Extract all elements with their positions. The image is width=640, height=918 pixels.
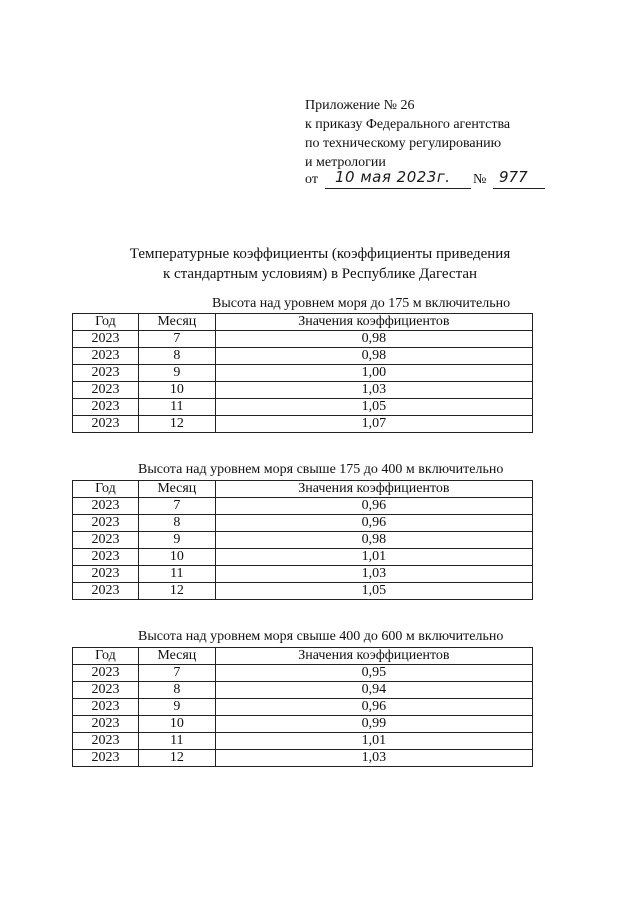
table-row: [73, 583, 533, 600]
table-row: [73, 515, 533, 532]
year-cell: 2023: [73, 416, 139, 433]
document-title: [0, 244, 640, 284]
table-row: [73, 498, 533, 515]
year-cell: 2023: [73, 399, 139, 416]
table-row: [73, 348, 533, 365]
table-row: [73, 750, 533, 767]
date-prefix: от: [305, 172, 318, 187]
value-cell: 0,96: [215, 515, 532, 532]
appendix-order-line: к приказу Федерального агентства: [305, 117, 511, 132]
month-cell: 7: [138, 665, 215, 682]
month-cell: 11: [138, 733, 215, 750]
table-row: [73, 331, 533, 348]
title-line-1: Температурные коэффициенты (коэффициенты приведения: [129, 246, 511, 262]
table-header-row: [73, 314, 533, 331]
year-cell: 2023: [73, 733, 139, 750]
table-row: [73, 566, 533, 583]
value-cell: 0,98: [215, 331, 532, 348]
table-row: [73, 699, 533, 716]
column-header-value: Значения коэффициентов: [215, 314, 532, 331]
month-cell: 11: [138, 566, 215, 583]
month-cell: 11: [138, 399, 215, 416]
year-cell: 2023: [73, 750, 139, 767]
handwritten-number: 977: [499, 168, 528, 186]
table-row: [73, 416, 533, 433]
column-header-year: Год: [73, 314, 139, 331]
column-header-month: Месяц: [138, 314, 215, 331]
table-header-row: [73, 481, 533, 498]
value-cell: 1,00: [215, 365, 532, 382]
value-cell: 1,03: [215, 382, 532, 399]
year-cell: 2023: [73, 549, 139, 566]
column-header-year: Год: [73, 481, 139, 498]
table-2-caption: Высота над уровнем моря свыше 175 до 400 м включительно: [138, 462, 504, 477]
table-row: [73, 665, 533, 682]
column-header-value: Значения коэффициентов: [215, 648, 532, 665]
value-cell: 1,07: [215, 416, 532, 433]
year-cell: 2023: [73, 699, 139, 716]
value-cell: 0,96: [215, 699, 532, 716]
month-cell: 10: [138, 382, 215, 399]
year-cell: 2023: [73, 583, 139, 600]
table-header-row: [73, 648, 533, 665]
value-cell: 1,01: [215, 733, 532, 750]
value-cell: 0,98: [215, 532, 532, 549]
coefficients-table-3: [72, 647, 533, 767]
value-cell: 1,01: [215, 549, 532, 566]
month-cell: 9: [138, 699, 215, 716]
table-row: [73, 365, 533, 382]
table-row: [73, 382, 533, 399]
year-cell: 2023: [73, 716, 139, 733]
month-cell: 10: [138, 549, 215, 566]
table-row: [73, 733, 533, 750]
appendix-metrology-line: и метрологии: [305, 155, 386, 170]
year-cell: 2023: [73, 382, 139, 399]
title-line-2: к стандартным условиям) в Республике Дагестан: [162, 266, 478, 282]
month-cell: 7: [138, 498, 215, 515]
year-cell: 2023: [73, 532, 139, 549]
column-header-month: Месяц: [138, 481, 215, 498]
table-row: [73, 399, 533, 416]
value-cell: 0,98: [215, 348, 532, 365]
month-cell: 8: [138, 682, 215, 699]
month-cell: 12: [138, 416, 215, 433]
year-cell: 2023: [73, 498, 139, 515]
month-cell: 9: [138, 532, 215, 549]
value-cell: 1,03: [215, 566, 532, 583]
value-cell: 0,94: [215, 682, 532, 699]
table-3-caption: Высота над уровнем моря свыше 400 до 600 м включительно: [138, 629, 504, 644]
month-cell: 9: [138, 365, 215, 382]
month-cell: 8: [138, 348, 215, 365]
value-cell: 0,99: [215, 716, 532, 733]
month-cell: 12: [138, 750, 215, 767]
value-cell: 0,96: [215, 498, 532, 515]
year-cell: 2023: [73, 682, 139, 699]
month-cell: 7: [138, 331, 215, 348]
year-cell: 2023: [73, 348, 139, 365]
value-cell: 1,03: [215, 750, 532, 767]
value-cell: 0,95: [215, 665, 532, 682]
year-cell: 2023: [73, 331, 139, 348]
month-cell: 12: [138, 583, 215, 600]
year-cell: 2023: [73, 515, 139, 532]
coefficients-table-1: [72, 313, 533, 433]
table-row: [73, 549, 533, 566]
table-row: [73, 682, 533, 699]
appendix-header: [305, 96, 510, 172]
year-cell: 2023: [73, 365, 139, 382]
number-prefix: №: [473, 172, 487, 187]
year-cell: 2023: [73, 566, 139, 583]
column-header-year: Год: [73, 648, 139, 665]
column-header-value: Значения коэффициентов: [215, 481, 532, 498]
number-field: [493, 170, 545, 189]
value-cell: 1,05: [215, 399, 532, 416]
month-cell: 10: [138, 716, 215, 733]
table-row: [73, 532, 533, 549]
column-header-month: Месяц: [138, 648, 215, 665]
appendix-agency-line: по техническому регулированию: [305, 136, 502, 151]
date-field: [325, 170, 471, 189]
coefficients-table-2: [72, 480, 533, 600]
year-cell: 2023: [73, 665, 139, 682]
table-1-caption: Высота над уровнем моря до 175 м включительно: [212, 296, 511, 311]
table-row: [73, 716, 533, 733]
value-cell: 1,05: [215, 583, 532, 600]
handwritten-date: 10 мая 2023г.: [335, 168, 451, 186]
month-cell: 8: [138, 515, 215, 532]
appendix-number: Приложение № 26: [305, 98, 415, 113]
order-date-number-line: [305, 170, 545, 192]
